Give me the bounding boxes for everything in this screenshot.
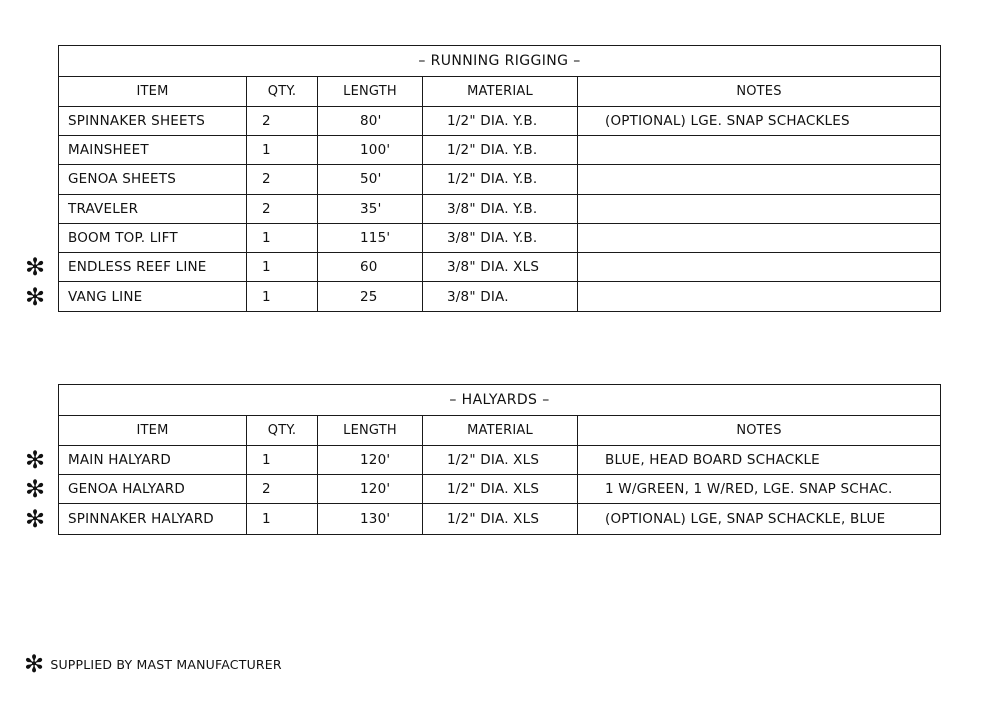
length-cell: 115' [318, 224, 423, 252]
item-cell: GENOA SHEETS [59, 165, 247, 193]
notes-cell: (OPTIONAL) LGE, SNAP SCHACKLE, BLUE [605, 510, 886, 527]
table-row [25, 282, 940, 311]
item-cell: TRAVELER [59, 195, 247, 223]
length-cell: 50' [318, 165, 423, 193]
item-cell: ENDLESS REEF LINE [59, 253, 247, 281]
material-cell: 3/8" DIA. XLS [423, 253, 578, 281]
halyards-rows [25, 446, 940, 534]
notes-cell [578, 195, 940, 223]
footnote-text: SUPPLIED BY MAST MANUFACTURER [50, 656, 282, 672]
length-cell: 35' [318, 195, 423, 223]
qty-cell: 2 [247, 475, 318, 503]
table-row [25, 253, 940, 282]
qty-cell: 1 [247, 446, 318, 474]
qty-cell: 2 [247, 195, 318, 223]
material-cell: 1/2" DIA. XLS [423, 504, 578, 533]
item-cell: MAIN HALYARD [59, 446, 247, 474]
footnote [24, 652, 282, 676]
asterisk-icon: ✻ [24, 650, 45, 678]
material-cell: 3/8" DIA. Y.B. [423, 195, 578, 223]
length-cell: 100' [318, 136, 423, 164]
header-qty: QTY. [247, 416, 318, 445]
header-notes: NOTES [736, 423, 782, 438]
material-cell: 3/8" DIA. [423, 282, 578, 311]
notes-cell [578, 165, 940, 193]
table-row [59, 165, 940, 194]
material-cell: 1/2" DIA. XLS [423, 475, 578, 503]
material-cell: 1/2" DIA. Y.B. [423, 165, 578, 193]
asterisk-icon: ✻ [25, 446, 46, 475]
asterisk-icon: ✻ [25, 504, 46, 533]
qty-cell: 1 [247, 253, 318, 281]
item-cell: BOOM TOP. LIFT [59, 224, 247, 252]
header-item: ITEM [59, 416, 247, 445]
header-length: LENGTH [318, 77, 423, 106]
header-length: LENGTH [318, 416, 423, 445]
running-rigging-table [25, 45, 941, 312]
length-cell: 25 [318, 282, 423, 311]
item-cell: GENOA HALYARD [59, 475, 247, 503]
item-cell: VANG LINE [59, 282, 247, 311]
length-cell: 120' [318, 446, 423, 474]
header-material: MATERIAL [423, 416, 578, 445]
running-rigging-rows [25, 107, 940, 311]
halyards-table [25, 384, 941, 535]
notes-cell: (OPTIONAL) LGE. SNAP SCHACKLES [605, 113, 850, 130]
material-cell: 1/2" DIA. Y.B. [423, 136, 578, 164]
length-cell: 60 [318, 253, 423, 281]
halyards-title: – HALYARDS – [59, 385, 940, 416]
asterisk-icon: ✻ [25, 253, 46, 282]
header-item: ITEM [59, 77, 247, 106]
length-cell: 80' [318, 107, 423, 135]
material-cell: 1/2" DIA. Y.B. [423, 107, 578, 135]
table-row [59, 224, 940, 253]
length-cell: 130' [318, 504, 423, 533]
item-cell: SPINNAKER SHEETS [59, 107, 247, 135]
halyards-header-row [59, 416, 940, 446]
material-cell: 3/8" DIA. Y.B. [423, 224, 578, 252]
qty-cell: 1 [247, 504, 318, 533]
asterisk-icon: ✻ [25, 475, 46, 504]
running-rigging-title: – RUNNING RIGGING – [59, 46, 940, 77]
item-cell: SPINNAKER HALYARD [59, 504, 247, 533]
qty-cell: 2 [247, 165, 318, 193]
qty-cell: 2 [247, 107, 318, 135]
header-material: MATERIAL [423, 77, 578, 106]
qty-cell: 1 [247, 136, 318, 164]
table-row [25, 446, 940, 475]
qty-cell: 1 [247, 282, 318, 311]
length-cell: 120' [318, 475, 423, 503]
notes-cell [578, 136, 940, 164]
table-row [25, 504, 940, 533]
table-row [59, 136, 940, 165]
running-rigging-header-row [59, 77, 940, 107]
notes-cell: 1 W/GREEN, 1 W/RED, LGE. SNAP SCHAC. [605, 481, 893, 498]
header-notes: NOTES [736, 84, 782, 99]
material-cell: 1/2" DIA. XLS [423, 446, 578, 474]
table-row [25, 475, 940, 504]
notes-cell [578, 282, 940, 311]
notes-cell [578, 224, 940, 252]
header-qty: QTY. [247, 77, 318, 106]
asterisk-icon: ✻ [25, 282, 46, 311]
notes-cell: BLUE, HEAD BOARD SCHACKLE [605, 452, 820, 469]
table-row [59, 107, 940, 136]
item-cell: MAINSHEET [59, 136, 247, 164]
qty-cell: 1 [247, 224, 318, 252]
table-row [59, 195, 940, 224]
notes-cell [578, 253, 940, 281]
